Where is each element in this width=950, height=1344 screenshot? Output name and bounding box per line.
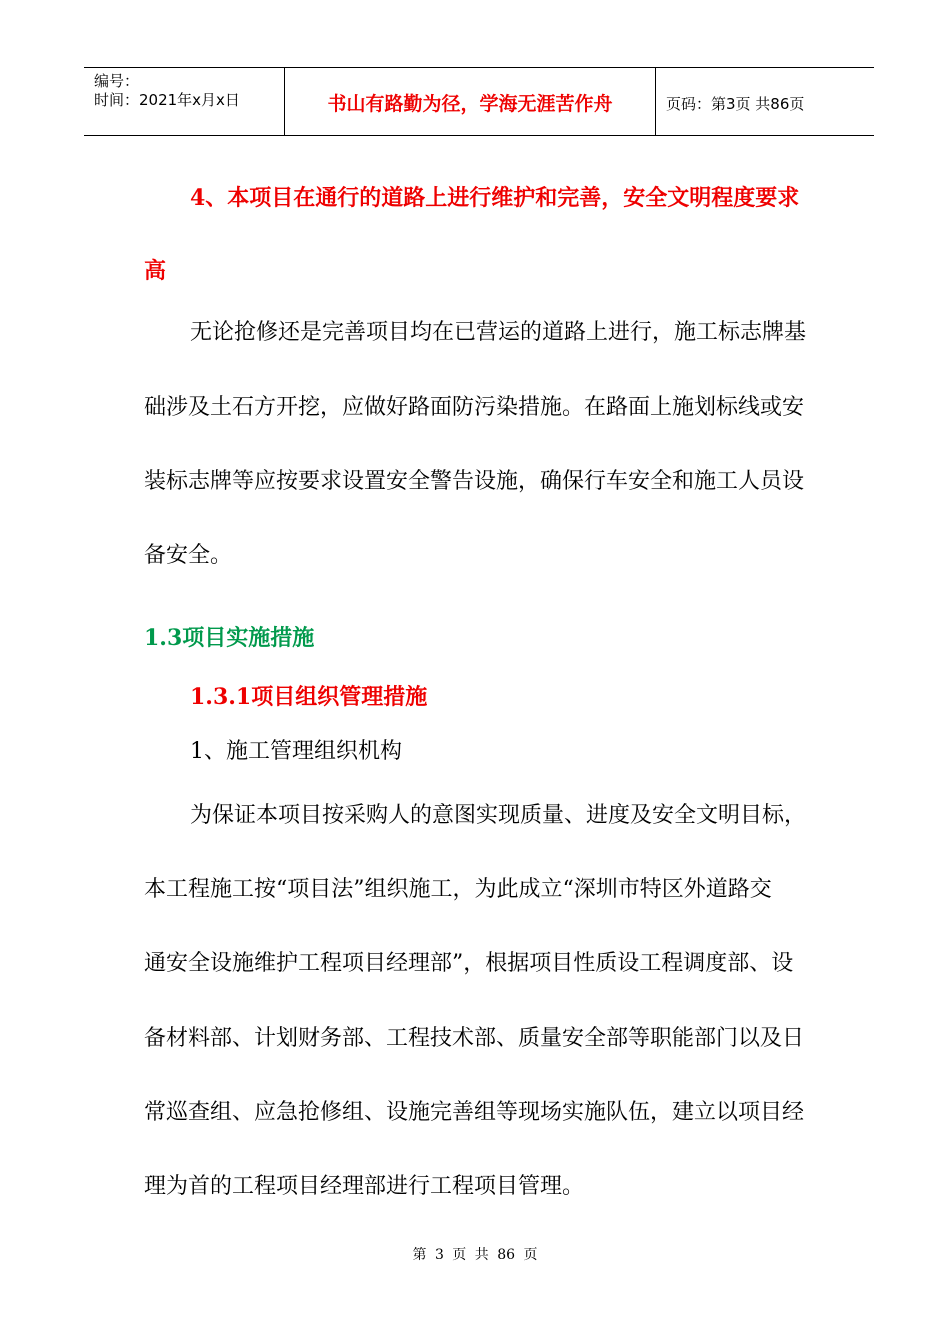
paragraph-1-line-1: 无论抢修还是完善项目均在已营运的道路上进行，施工标志牌基 [190,320,807,345]
time-label: 时间：2021年x月x日 [94,91,240,109]
paragraph-2-line-5: 常巡查组、应急抢修组、设施完善组等现场实施队伍，建立以项目经 [144,1100,805,1125]
section-heading-1-3: 1.3项目实施措施 [144,625,315,651]
paragraph-1-line-2: 础涉及土石方开挖，应做好路面防污染措施。在路面上施划标线或安 [144,395,805,420]
paragraph-2-line-4: 备材料部、计划财务部、工程技术部、质量安全部等职能部门以及日 [144,1026,805,1051]
paragraph-2-line-2: 本工程施工按“项目法”组织施工，为此成立“深圳市特区外道路交 [144,877,772,902]
paragraph-2-line-3: 通安全设施维护工程项目经理部”，根据项目性质设工程调度部、设 [144,951,794,976]
paragraph-2-line-6: 理为首的工程项目经理部进行工程项目管理。 [144,1174,585,1199]
page-header [84,67,874,136]
heading-4-line-1: 4、本项目在通行的道路上进行维护和完善，安全文明程度要求 [190,185,800,211]
header-motto: 书山有路勤为径，学海无涯苦作舟 [327,93,613,115]
page-footer: 第 3 页 共 86 页 [412,1247,538,1263]
number-label: 编号： [94,72,140,90]
paragraph-1-line-4: 备安全。 [144,543,233,568]
header-page-info: 页码：第3页 共86页 [666,95,805,113]
section-heading-1-3-1: 1.3.1项目组织管理措施 [190,684,428,710]
header-motto-cell [285,68,656,135]
paragraph-1-line-3: 装标志牌等应按要求设置安全警告设施，确保行车安全和施工人员设 [144,469,805,494]
heading-4-line-2: 高 [144,258,167,284]
header-meta-cell [84,68,285,135]
header-page-cell [656,68,874,135]
list-item-1: 1、施工管理组织机构 [190,739,402,764]
paragraph-2-line-1: 为保证本项目按采购人的意图实现质量、进度及安全文明目标， [190,803,807,828]
